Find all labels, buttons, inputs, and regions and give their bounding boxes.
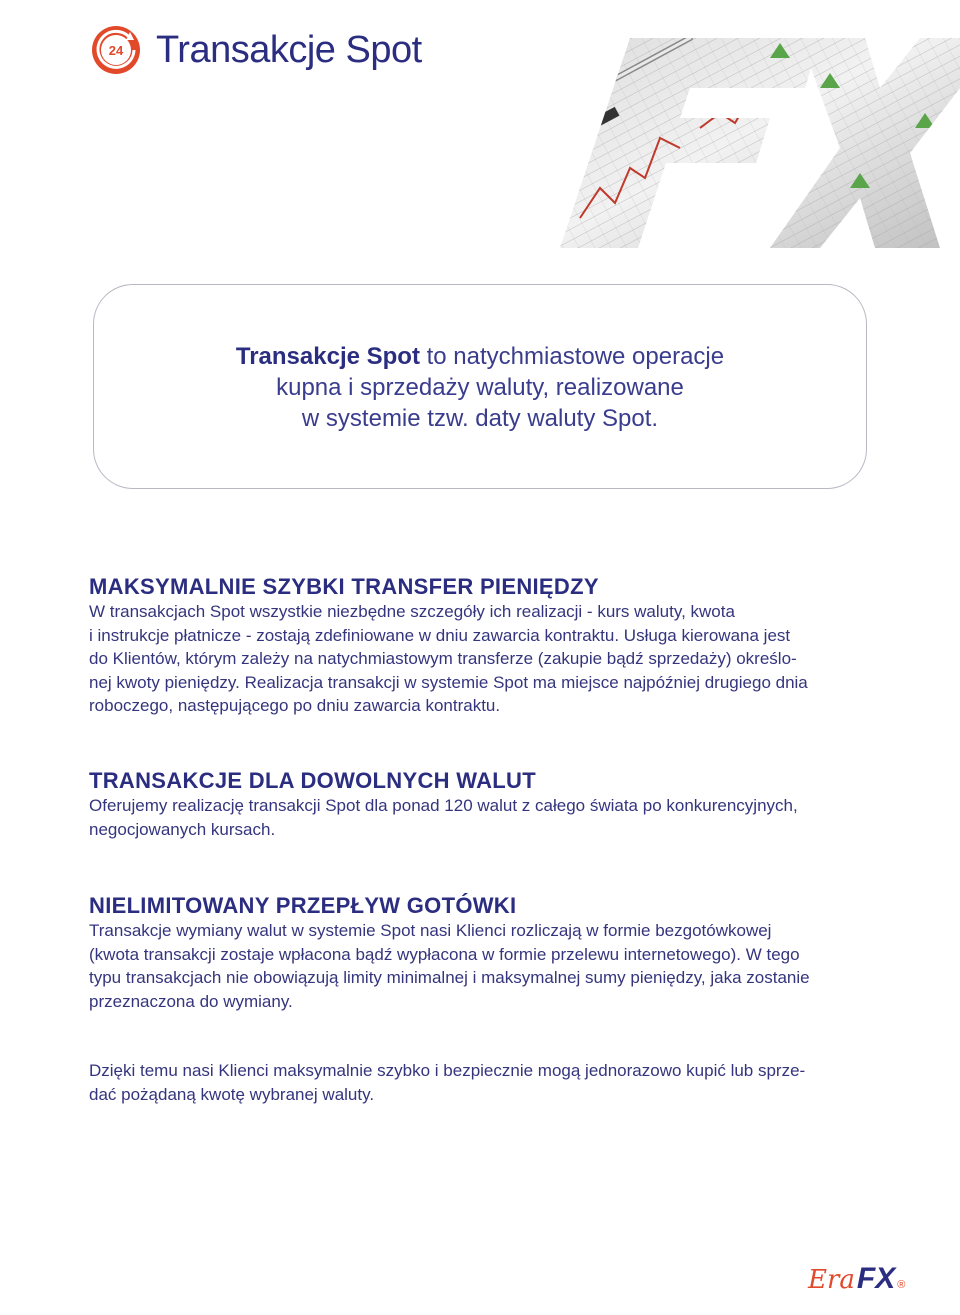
logo-era: Era [808,1265,855,1295]
closing-paragraph [89,1059,864,1106]
body-line: nej kwoty pieniędzy. Realizacja transakcji w systemie Spot ma miejsce najpóźniej drugiego dnia [89,672,808,692]
body-line: roboczego, następującego po dniu zawarcia kontraktu. [89,696,501,715]
intro-bold-term: Transakcje Spot [235,343,420,370]
section-heading: TRANSAKCJE DLA DOWOLNYCH WALUT [89,768,536,793]
logo-24-text: 24 [108,43,124,58]
body-line: i instrukcje płatnicze - zostają zdefiniowane w dniu zawarcia kontraktu. Usługa kierowana jest [89,625,791,645]
body-line: do Klientów, którym zależy na natychmiastowym transferze (zakupie bądź sprzedaży) określo- [89,649,797,668]
body-line: (kwota transakcji zostaje wpłacona bądź wypłacona w formie przelewu internetowego). W tego [89,944,800,964]
intro-line-2: kupna i sprzedaży waluty, realizowane [276,374,684,401]
intro-line-1 [94,341,866,372]
intro-line-1-rest: to natychmiastowe operacje [419,343,725,370]
section-unlimited-flow [89,893,864,1013]
logo-fx: FX [856,1262,896,1295]
body-line: dać pożądaną kwotę wybranej waluty. [89,1084,375,1104]
section-body [89,600,864,718]
fx-decorative-image [520,18,960,258]
intro-text [94,341,866,434]
page-title: Transakcje Spot [156,28,422,71]
erafx-logo [808,1262,905,1296]
body-line: typu transakcjach nie obowiązują limity minimalnej i maksymalnej sumy pieniędzy, jaka zostanie [89,968,810,987]
section-body [89,794,864,841]
body-line: Dzięki temu nasi Klienci maksymalnie szybko i bezpiecznie mogą jednorazowo kupić lub sprze- [89,1061,806,1080]
section-body [89,919,864,1013]
section-any-currency [89,768,864,841]
body-line: W transakcjach Spot wszystkie niezbędne szczegóły ich realizacji - kurs waluty, kwota [89,602,735,621]
intro-box [93,284,867,489]
section-heading: MAKSYMALNIE SZYBKI TRANSFER PIENIĘDZY [89,574,599,599]
24h-clock-icon [90,24,142,76]
body-line: przeznaczona do wymiany. [89,991,293,1011]
registered-mark: ® [897,1279,906,1291]
section-heading: NIELIMITOWANY PRZEPŁYW GOTÓWKI [89,893,517,918]
page-header [90,22,422,78]
section-fast-transfer [89,574,864,718]
body-line: Oferujemy realizację transakcji Spot dla ponad 120 walut z całego świata po konkurencyjnych, [89,796,798,815]
body-line: negocjowanych kursach. [89,819,276,839]
intro-line-3: w systemie tzw. daty waluty Spot. [301,405,659,432]
body-line: Transakcje wymiany walut w systemie Spot nasi Klienci rozliczają w formie bezgotówkowej [89,921,772,940]
